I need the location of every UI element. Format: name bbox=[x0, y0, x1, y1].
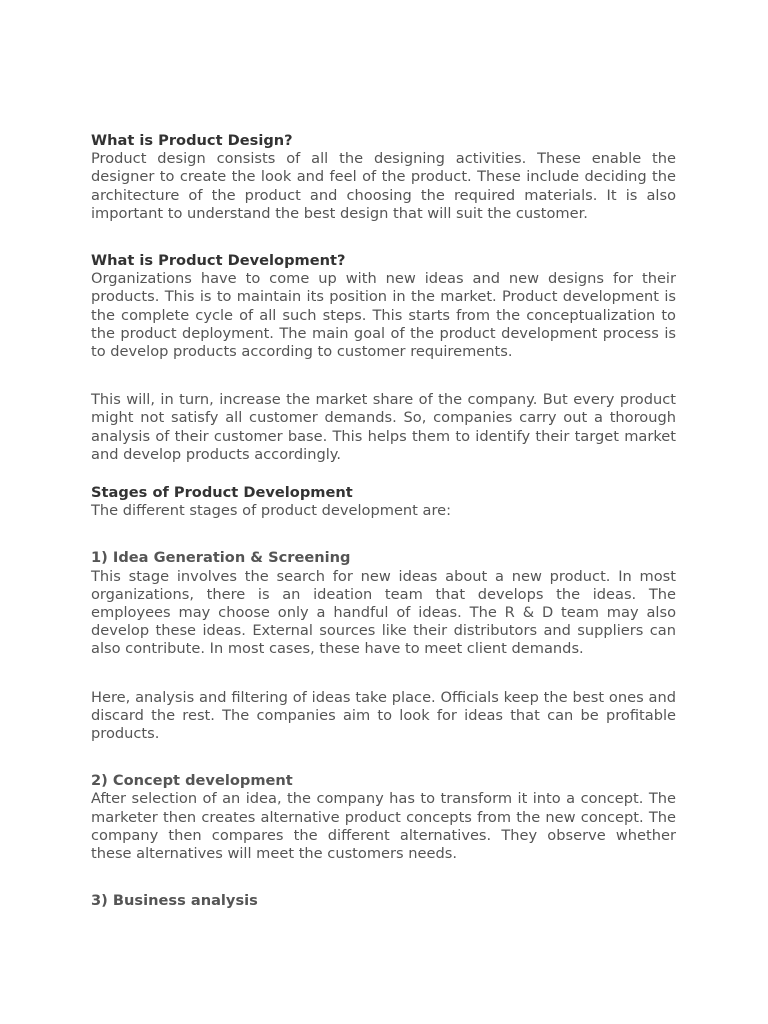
heading-stages: Stages of Product Development bbox=[91, 484, 353, 502]
heading-idea-generation: 1) Idea Generation & Screening bbox=[91, 549, 351, 567]
document-body bbox=[91, 132, 676, 911]
paragraph-product-design: Product design consists of all the designing activities. These enable the designer to create the look and feel of the product. These include deciding the architecture of the product and choosing the required materials. It is also important to understand the best design that will suit the customer. bbox=[91, 150, 676, 222]
heading-product-design: What is Product Design? bbox=[91, 132, 293, 149]
paragraph-concept-development: After selection of an idea, the company has to transform it into a concept. The marketer then creates alternative product concepts from the new concept. The company then compares the different alternatives. They observe whether these alternatives will meet the customers needs. bbox=[91, 790, 676, 863]
heading-business-analysis: 3) Business analysis bbox=[91, 892, 258, 910]
paragraph-stages-intro: The different stages of product development are: bbox=[91, 502, 452, 520]
heading-concept-development: 2) Concept development bbox=[91, 772, 293, 790]
paragraph-idea-generation-1: This stage involves the search for new ideas about a new product. In most organizations, there is an ideation team that develops the ideas. The employees may choose only a handful of ideas. The R & D team may also develop these ideas. External sources like their distributors and suppliers can also contribute. In most cases, these have to meet client demands. bbox=[91, 567, 676, 658]
heading-product-development: What is Product Development? bbox=[91, 252, 346, 270]
paragraph-idea-generation-2: Here, analysis and filtering of ideas take place. Officials keep the best ones and discard the rest. The companies aim to look for ideas that can be profitable products. bbox=[91, 688, 676, 743]
paragraph-product-development-2: This will, in turn, increase the market share of the company. But every product might not satisfy all customer demands. So, companies carry out a thorough analysis of their customer base. This helps them to identify their target market and develop products accordingly. bbox=[91, 391, 676, 463]
paragraph-product-development-1: Organizations have to come up with new ideas and new designs for their products. This is to maintain its position in the market. Product development is the complete cycle of all such steps. This starts from the conceptualization to the product deployment. The main goal of the product development process is to develop products according to customer requirements. bbox=[91, 270, 676, 361]
